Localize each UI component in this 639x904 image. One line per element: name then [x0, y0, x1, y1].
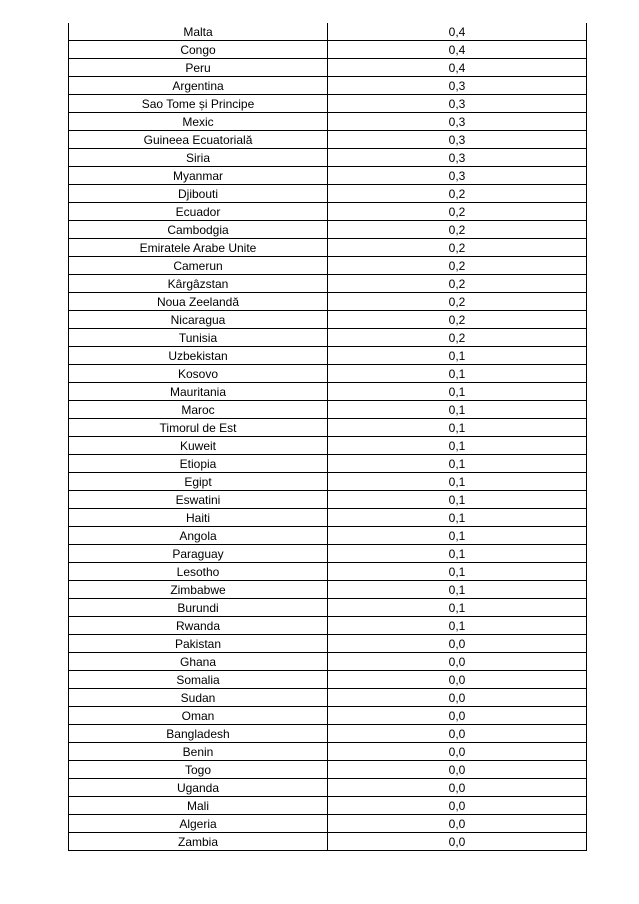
table-row [69, 293, 586, 311]
value-cell: 0,2 [448, 205, 466, 219]
table-row [69, 509, 586, 527]
table-row [69, 77, 586, 95]
table-row [69, 131, 586, 149]
table-row [69, 365, 586, 383]
value-cell: 0,1 [448, 385, 466, 399]
value-cell: 0,1 [448, 619, 466, 633]
country-cell: Zimbabwe [69, 581, 328, 598]
table-row [69, 491, 586, 509]
value-cell: 0,0 [448, 835, 466, 849]
value-cell: 0,1 [448, 457, 466, 471]
table-row [69, 185, 586, 203]
country-cell: Oman [69, 707, 328, 724]
table-row [69, 797, 586, 815]
value-cell: 0,2 [448, 331, 466, 345]
table-row [69, 707, 586, 725]
country-cell: Kuweit [69, 437, 328, 454]
table-row [69, 401, 586, 419]
table-row [69, 311, 586, 329]
country-cell: Kosovo [69, 365, 328, 382]
table-row [69, 815, 586, 833]
country-cell: Uzbekistan [69, 347, 328, 364]
value-cell: 0,0 [448, 745, 466, 759]
table-row [69, 149, 586, 167]
table-row [69, 113, 586, 131]
value-cell: 0,2 [448, 223, 466, 237]
table-row [69, 59, 586, 77]
country-cell: Tunisia [69, 329, 328, 346]
value-cell: 0,4 [448, 43, 466, 57]
table-row [69, 725, 586, 743]
value-cell: 0,2 [448, 277, 466, 291]
country-cell: Benin [69, 743, 328, 760]
country-cell: Myanmar [69, 167, 328, 184]
country-cell: Maroc [69, 401, 328, 418]
country-cell: Algeria [69, 815, 328, 832]
value-cell: 0,2 [448, 313, 466, 327]
country-cell: Etiopia [69, 455, 328, 472]
country-cell: Cambodgia [69, 221, 328, 238]
country-cell: Congo [69, 41, 328, 58]
value-cell: 0,3 [448, 133, 466, 147]
country-cell: Sudan [69, 689, 328, 706]
table-row [69, 545, 586, 563]
table-row [69, 257, 586, 275]
value-cell: 0,3 [448, 115, 466, 129]
country-cell: Mexic [69, 113, 328, 130]
country-cell: Ghana [69, 653, 328, 670]
country-cell: Angola [69, 527, 328, 544]
value-cell: 0,1 [448, 367, 466, 381]
country-cell: Noua Zeelandă [69, 293, 328, 310]
table-row [69, 473, 586, 491]
country-cell: Djibouti [69, 185, 328, 202]
table-row [69, 743, 586, 761]
table-row [69, 347, 586, 365]
country-cell: Bangladesh [69, 725, 328, 742]
table-row [69, 761, 586, 779]
country-cell: Mauritania [69, 383, 328, 400]
country-cell: Zambia [69, 833, 328, 850]
value-cell: 0,1 [448, 547, 466, 561]
value-cell: 0,3 [448, 151, 466, 165]
table-row [69, 581, 586, 599]
value-cell: 0,0 [448, 637, 466, 651]
table-row [69, 383, 586, 401]
value-cell: 0,1 [448, 529, 466, 543]
value-cell: 0,2 [448, 259, 466, 273]
country-cell: Lesotho [69, 563, 328, 580]
country-cell: Emiratele Arabe Unite [69, 239, 328, 256]
table-row [69, 239, 586, 257]
value-cell: 0,1 [448, 493, 466, 507]
country-cell: Camerun [69, 257, 328, 274]
table-row [69, 95, 586, 113]
country-cell: Guineea Ecuatorială [69, 131, 328, 148]
value-cell: 0,4 [448, 25, 466, 39]
table-row [69, 563, 586, 581]
table-row [69, 617, 586, 635]
value-cell: 0,1 [448, 511, 466, 525]
table-row [69, 221, 586, 239]
country-cell: Togo [69, 761, 328, 778]
value-cell: 0,0 [448, 799, 466, 813]
country-cell: Somalia [69, 671, 328, 688]
value-cell: 0,1 [448, 421, 466, 435]
value-cell: 0,3 [448, 97, 466, 111]
country-cell: Mali [69, 797, 328, 814]
value-cell: 0,0 [448, 709, 466, 723]
value-cell: 0,1 [448, 601, 466, 615]
country-cell: Argentina [69, 77, 328, 94]
value-cell: 0,0 [448, 817, 466, 831]
country-cell: Egipt [69, 473, 328, 490]
value-cell: 0,0 [448, 781, 466, 795]
country-cell: Timorul de Est [69, 419, 328, 436]
table-row [69, 419, 586, 437]
table-row [69, 167, 586, 185]
table-row [69, 779, 586, 797]
country-cell: Uganda [69, 779, 328, 796]
country-cell: Sao Tome și Principe [69, 95, 328, 112]
value-cell: 0,1 [448, 583, 466, 597]
value-cell: 0,1 [448, 475, 466, 489]
value-cell: 0,4 [448, 61, 466, 75]
table-row [69, 671, 586, 689]
value-cell: 0,2 [448, 187, 466, 201]
country-cell: Haiti [69, 509, 328, 526]
country-cell: Eswatini [69, 491, 328, 508]
table-row [69, 455, 586, 473]
country-cell: Ecuador [69, 203, 328, 220]
country-value-table [68, 23, 587, 851]
country-cell: Burundi [69, 599, 328, 616]
table-row [69, 437, 586, 455]
value-cell: 0,2 [448, 241, 466, 255]
country-cell: Siria [69, 149, 328, 166]
country-cell: Nicaragua [69, 311, 328, 328]
value-cell: 0,0 [448, 763, 466, 777]
country-cell: Pakistan [69, 635, 328, 652]
table-row [69, 203, 586, 221]
value-cell: 0,1 [448, 403, 466, 417]
value-cell: 0,0 [448, 727, 466, 741]
value-cell: 0,1 [448, 349, 466, 363]
table-row [69, 833, 586, 850]
table-row [69, 599, 586, 617]
country-cell: Malta [69, 23, 328, 40]
value-cell: 0,1 [448, 439, 466, 453]
table-row [69, 653, 586, 671]
table-row [69, 275, 586, 293]
value-cell: 0,0 [448, 673, 466, 687]
table-row [69, 23, 586, 41]
table-row [69, 527, 586, 545]
table-row [69, 329, 586, 347]
country-cell: Kârgâzstan [69, 275, 328, 292]
value-cell: 0,0 [448, 655, 466, 669]
value-cell: 0,0 [448, 691, 466, 705]
value-cell: 0,3 [448, 169, 466, 183]
table-row [69, 635, 586, 653]
country-cell: Peru [69, 59, 328, 76]
table-row [69, 41, 586, 59]
table-row [69, 689, 586, 707]
value-cell: 0,1 [448, 565, 466, 579]
country-cell: Rwanda [69, 617, 328, 634]
value-cell: 0,3 [448, 79, 466, 93]
value-cell: 0,2 [448, 295, 466, 309]
country-cell: Paraguay [69, 545, 328, 562]
